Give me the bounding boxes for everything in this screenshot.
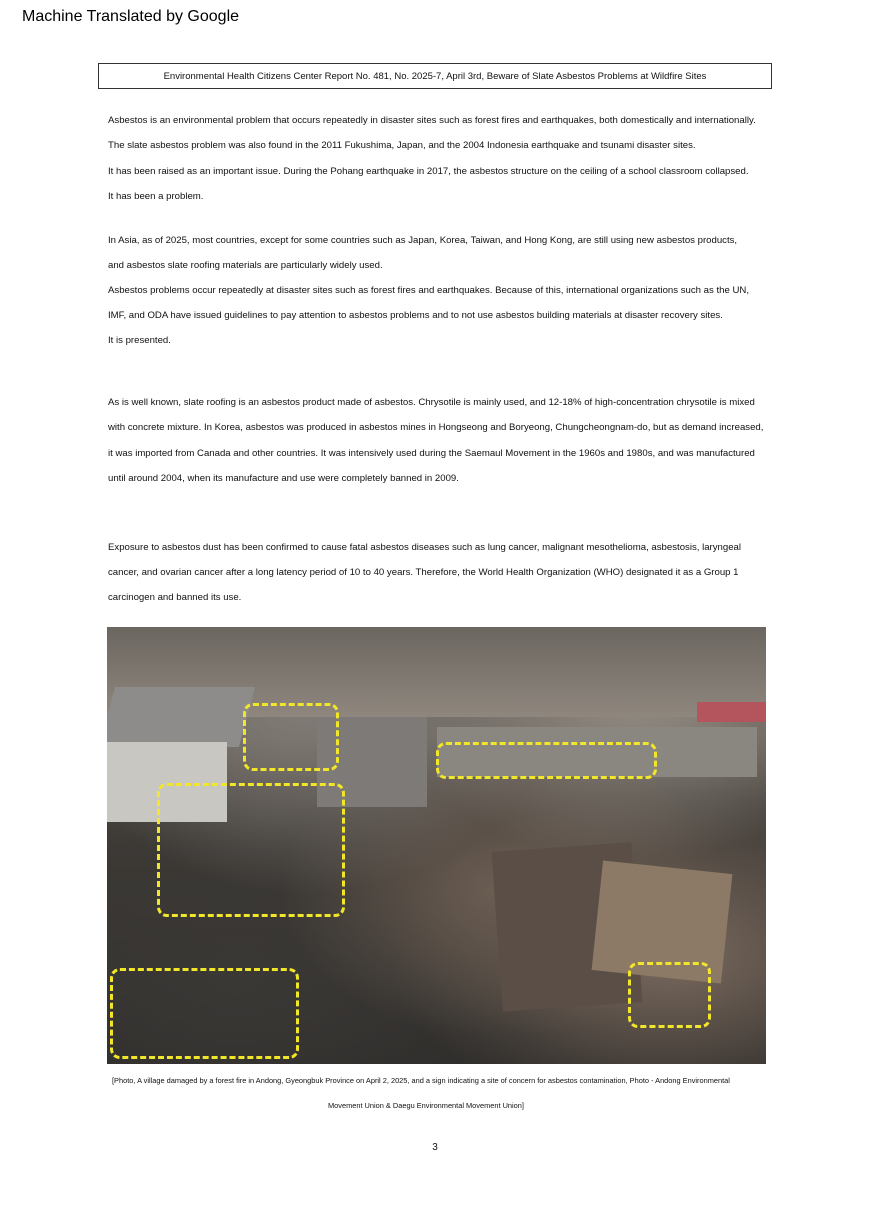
text-line: with concrete mixture. In Korea, asbestos was produced in asbestos mines in Hongseong and Boryeong, Chungcheongnam-do, but as demand increased, bbox=[108, 422, 764, 433]
photo-caption: Movement Union & Daegu Environmental Movement Union] bbox=[328, 1101, 524, 1110]
text-line: It has been raised as an important issue. During the Pohang earthquake in 2017, the asbestos structure on the ceiling of a school classroom collapsed. bbox=[108, 166, 749, 177]
text-line: it was imported from Canada and other countries. It was intensively used during the Saemaul Movement in the 1960s and 1980s, and was manufactured bbox=[108, 448, 755, 459]
text-line: and asbestos slate roofing materials are particularly widely used. bbox=[108, 260, 383, 271]
text-line: The slate asbestos problem was also found in the 2011 Fukushima, Japan, and the 2004 Indonesia earthquake and tsunami disaster sites. bbox=[108, 140, 696, 151]
asbestos-marker bbox=[157, 783, 345, 917]
page-number: 3 bbox=[432, 1142, 438, 1153]
red-roof bbox=[697, 702, 766, 722]
text-line: As is well known, slate roofing is an asbestos product made of asbestos. Chrysotile is mainly used, and 12-18% of high-concentration chrysotile is mixed bbox=[108, 397, 755, 408]
text-line: IMF, and ODA have issued guidelines to pay attention to asbestos problems and to not use asbestos building materials at disaster recovery sites. bbox=[108, 310, 723, 321]
asbestos-marker bbox=[243, 703, 339, 771]
wildfire-village-photo bbox=[107, 627, 766, 1064]
text-line: cancer, and ovarian cancer after a long latency period of 10 to 40 years. Therefore, the World Health Organization (WHO) designated it as a Group 1 bbox=[108, 567, 739, 578]
text-line: In Asia, as of 2025, most countries, except for some countries such as Japan, Korea, Taiwan, and Hong Kong, are still using new asbestos products, bbox=[108, 235, 738, 246]
text-line: Exposure to asbestos dust has been confirmed to cause fatal asbestos diseases such as lung cancer, malignant mesothelioma, asbestosis, laryngeal bbox=[108, 542, 742, 553]
text-line: Asbestos problems occur repeatedly at disaster sites such as forest fires and earthquakes. Because of this, international organizations such as the UN, bbox=[108, 285, 749, 296]
text-line: until around 2004, when its manufacture and use were completely banned in 2009. bbox=[108, 473, 459, 484]
text-line: Asbestos is an environmental problem that occurs repeatedly in disaster sites such as forest fires and earthquakes, both domestically and internationally. bbox=[108, 115, 756, 126]
text-line: carcinogen and banned its use. bbox=[108, 592, 242, 603]
machine-translation-banner: Machine Translated by Google bbox=[22, 8, 240, 25]
asbestos-marker bbox=[436, 742, 657, 779]
tile-roof bbox=[107, 687, 255, 747]
report-header: Environmental Health Citizens Center Report No. 481, No. 2025-7, April 3rd, Beware of Slate Asbestos Problems at Wildfire Sites bbox=[98, 63, 772, 89]
asbestos-marker bbox=[628, 962, 711, 1028]
text-line: It has been a problem. bbox=[108, 191, 204, 202]
photo-caption: [Photo, A village damaged by a forest fire in Andong, Gyeongbuk Province on April 2, 2025, and a sign indicating a site of concern for asbestos contamination, Photo - Andong Environmental bbox=[112, 1076, 730, 1085]
asbestos-marker bbox=[110, 968, 299, 1059]
text-line: It is presented. bbox=[108, 335, 171, 346]
